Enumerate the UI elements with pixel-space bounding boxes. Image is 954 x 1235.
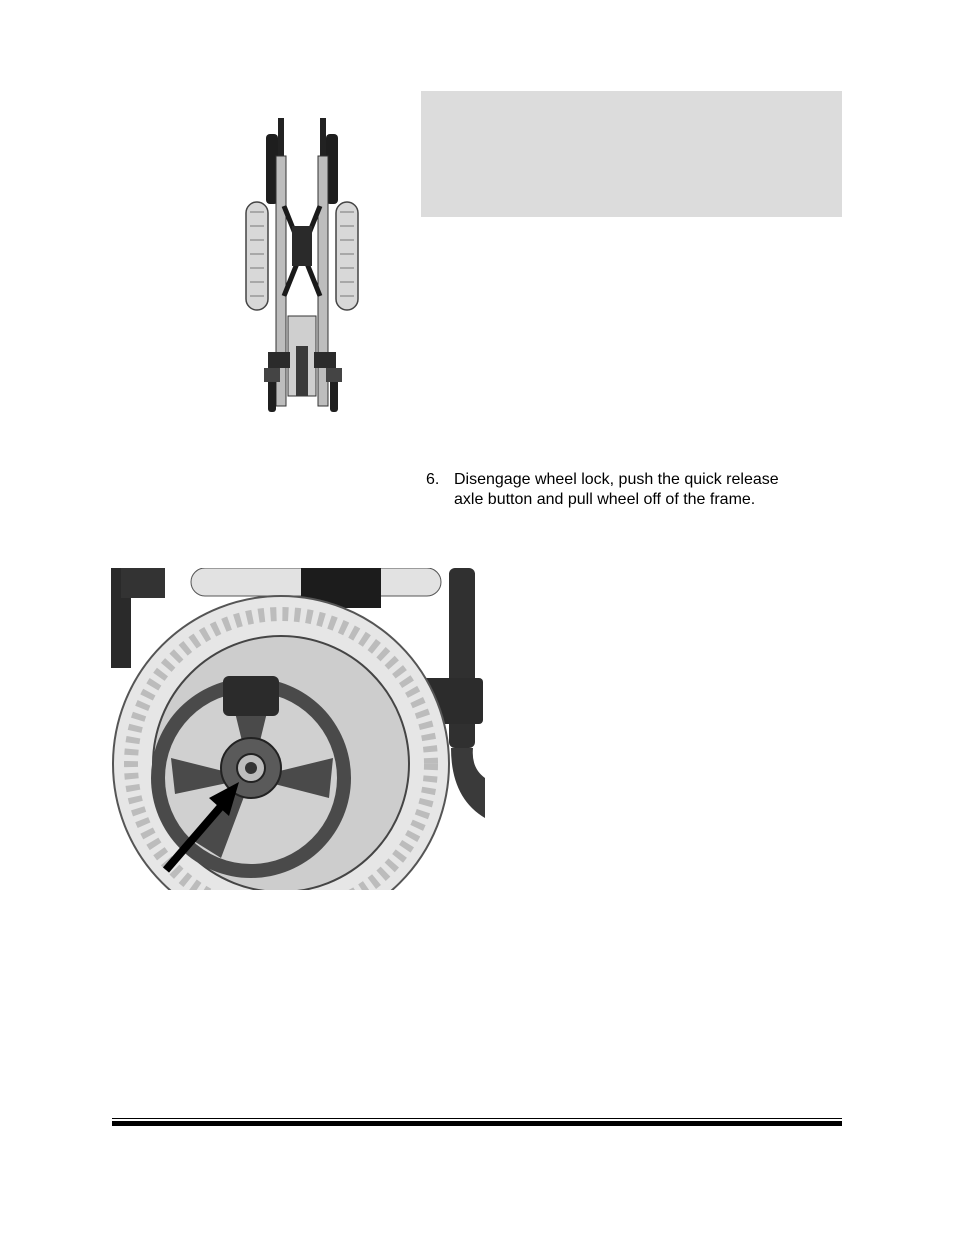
callout-box: [421, 91, 842, 217]
step-text: Disengage wheel lock, push the quick release axle button and pull wheel off of the frame.: [454, 471, 779, 508]
folded-wheelchair-illustration: [238, 116, 366, 418]
footer-rule-thin: [112, 1118, 842, 1119]
footer-rule-thick: [112, 1121, 842, 1126]
wheel-removal-illustration: [111, 568, 485, 890]
step-6-instruction: [426, 470, 786, 510]
step-number: 6.: [426, 471, 440, 488]
